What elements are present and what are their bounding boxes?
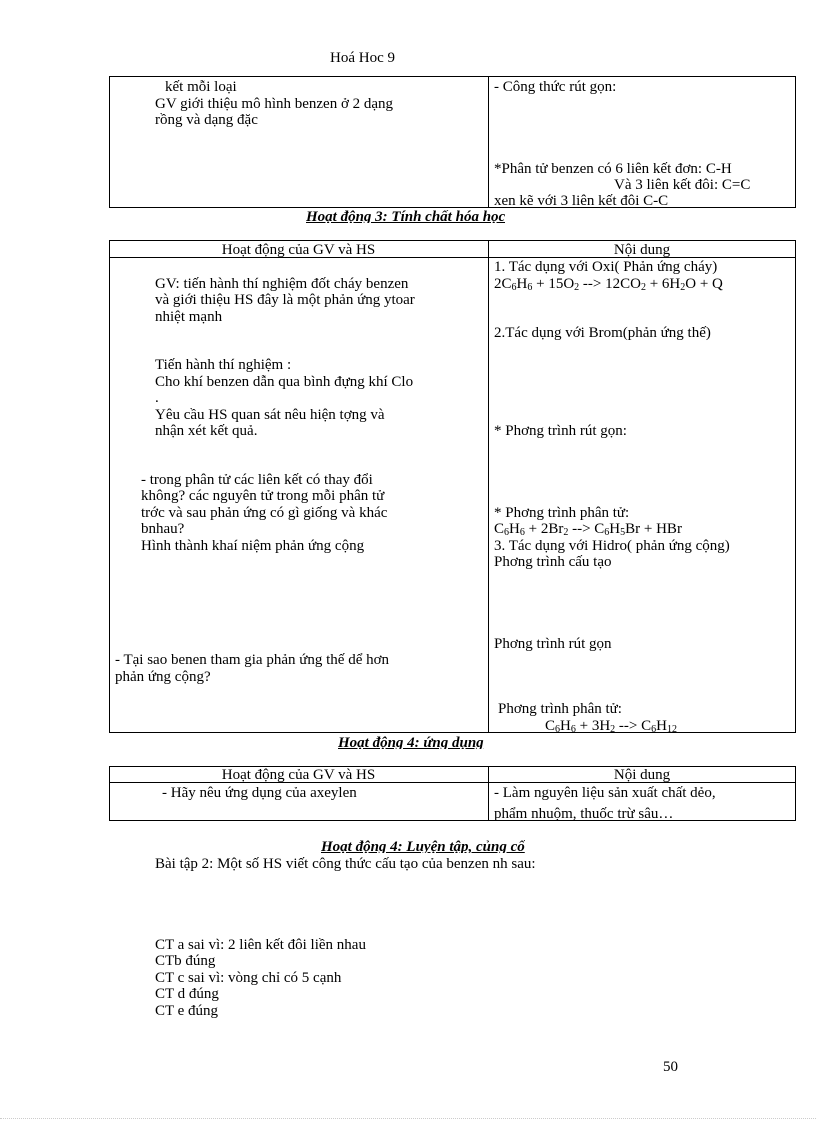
table-2-header-rule bbox=[109, 257, 796, 258]
t2-header-col2: Nội dung bbox=[613, 242, 671, 257]
t2-right-equation-1: $2C_6H_6 + 15O_2$ --> $12CO_2 + 6H_2O + Q$ bbox=[494, 276, 723, 293]
t2-right-equation-2: $C_6H_6 + 2Br_2$ --> $C_6H_5Br$ + HBr bbox=[494, 521, 682, 538]
t2-right-line-7: Phơng trình rút gọn bbox=[494, 636, 612, 652]
page-header-title: Hoá Hoc 9 bbox=[330, 50, 395, 66]
t2-left-line-11: trớc và sau phản ứng có gì giống và khác bbox=[141, 505, 388, 521]
answer-line-2: CTb đúng bbox=[155, 953, 216, 969]
t1-right-line-1: - Công thức rút gọn: bbox=[494, 79, 617, 95]
t2-left-line-10: không? các nguyên tử trong mỗi phân tử bbox=[141, 488, 385, 504]
page-bottom-border bbox=[0, 1118, 816, 1119]
t1-left-line-2: GV giới thiệu mô hình benzen ở 2 dạng bbox=[155, 96, 394, 112]
t2-left-line-3: nhiệt mạnh bbox=[155, 309, 223, 325]
t2-right-line-5: 3. Tác dụng với Hidro( phản ứng cộng) bbox=[494, 538, 730, 554]
t3-left-line-1: - Hãy nêu ứng dụng của axeylen bbox=[162, 785, 357, 801]
t1-right-line-2: *Phân tử benzen có 6 liên kết đơn: C-H bbox=[494, 161, 732, 177]
t3-header-col1: Hoạt động của GV và HS bbox=[221, 767, 376, 782]
t2-left-line-9: - trong phân tử các liên kết có thay đổi bbox=[141, 472, 373, 488]
answer-line-3: CT c sai vì: vòng chỉ có 5 cạnh bbox=[155, 970, 342, 986]
answer-line-5: CT e đúng bbox=[155, 1003, 219, 1019]
t2-right-line-3: * Phơng trình rút gọn: bbox=[494, 423, 627, 439]
t2-right-line-8: Phơng trình phân tử: bbox=[498, 701, 622, 717]
t2-left-line-6: . bbox=[155, 390, 159, 406]
t2-left-line-12: bnhau? bbox=[141, 521, 185, 537]
t2-right-line-4: * Phơng trình phân tử: bbox=[494, 505, 630, 521]
exercise-2-intro: Bài tập 2: Một số HS viết công thức cấu tạo của benzen nh sau: bbox=[155, 856, 536, 872]
t2-left-line-2: và giới thiệu HS đây là một phản ứng ytoar bbox=[155, 292, 415, 308]
t2-left-line-15: phản ứng cộng? bbox=[115, 669, 211, 685]
section-4-heading: Hoạt động 4: ứng dụng bbox=[338, 735, 484, 749]
t2-right-line-1: 1. Tác dụng với Oxi( Phản ứng cháy) bbox=[494, 259, 718, 275]
t1-left-line-1: kết mỗi loại bbox=[165, 79, 237, 95]
t1-right-line-3: Và 3 liên kết đôi: C=C bbox=[614, 177, 751, 193]
t2-left-line-13: Hình thành khaí niệm phản ứng cộng bbox=[141, 538, 365, 554]
t3-header-col2: Nội dung bbox=[613, 767, 671, 782]
table-1-divider bbox=[488, 76, 489, 208]
table-2-divider bbox=[488, 240, 489, 733]
section-3-heading: Hoạt động 3: Tính chất hóa học bbox=[306, 209, 506, 223]
t1-left-line-3: rồng và dạng đặc bbox=[155, 112, 258, 128]
t3-right-line-1: - Làm nguyên liệu sản xuất chất dẻo, bbox=[494, 785, 716, 801]
t2-right-line-2: 2.Tác dụng với Brom(phản ứng thế) bbox=[494, 325, 711, 341]
t2-left-line-4: Tiến hành thí nghiệm : bbox=[155, 357, 292, 373]
answer-line-4: CT d đúng bbox=[155, 986, 219, 1002]
t2-left-line-14: - Tại sao benen tham gia phản ứng thế dể hơn bbox=[115, 652, 390, 668]
t2-left-line-1: GV: tiến hành thí nghiệm đốt cháy benzen bbox=[155, 276, 409, 292]
t3-right-line-2: phẩm nhuộm, thuốc trừ sâu… bbox=[494, 806, 674, 820]
t2-right-line-6: Phơng trình cấu tạo bbox=[494, 554, 612, 570]
t2-left-line-7: Yêu cầu HS quan sát nêu hiện tợng và bbox=[155, 407, 385, 423]
answer-line-1: CT a sai vì: 2 liên kết đôi liền nhau bbox=[155, 937, 366, 953]
page-number: 50 bbox=[663, 1059, 678, 1075]
t2-right-equation-3: $C_6H_6 + 3H_2$ --> $C_6H_{12}$ bbox=[545, 718, 677, 732]
section-5-heading: Hoạt động 4: Luyện tập, củng cố bbox=[321, 839, 525, 853]
t2-left-line-5: Cho khí benzen dẫn qua bình đựng khí Clo bbox=[155, 374, 414, 390]
t2-left-line-8: nhận xét kết quả. bbox=[155, 423, 258, 439]
t2-header-col1: Hoạt động của GV và HS bbox=[221, 242, 376, 257]
t1-right-line-4: xen kẽ với 3 liên kết đôi C-C bbox=[494, 193, 669, 207]
table-3-header-rule bbox=[109, 782, 796, 783]
